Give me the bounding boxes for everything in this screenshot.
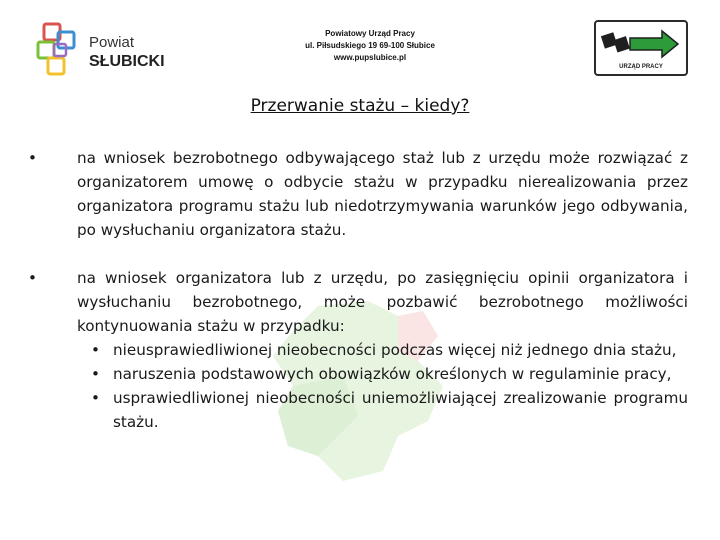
bullet-text: na wniosek bezrobotnego odbywającego staż lub z urzędu może rozwiązać z organizatorem umowę o odbycie stażu w przypadku nierealizowania przez organizatora programu stażu lub niedotrzymywania warunków jego odbywania, po wysłuchaniu organizatora stażu. — [77, 149, 688, 239]
bullet-text — [77, 266, 688, 434]
logo-text-line2: SŁUBICKI — [89, 53, 165, 70]
bullet-intro: na wniosek organizatora lub z urzędu, po zasięgnięciu opinii organizatora i wysłuchaniu bezrobotnego, może pozbawić bezrobotnego możliwości kontynuowania stażu w przypadku: — [77, 269, 688, 335]
office-name: Powiatowy Urząd Pracy — [325, 29, 415, 38]
sub-bullet-marker: • — [91, 365, 100, 383]
powiat-slubicki-logo — [34, 20, 174, 80]
logo-text-line1: Powiat — [89, 34, 135, 51]
sub-item-text: naruszenia podstawowych obowiązków określonych w regulaminie pracy, — [113, 365, 672, 383]
sub-item-3 — [91, 386, 688, 434]
sub-bullet-marker: • — [91, 389, 100, 407]
bullet-marker: • — [28, 269, 37, 287]
bullet-marker: • — [28, 149, 37, 167]
bullet-item-2 — [28, 266, 688, 434]
urzad-pracy-logo — [594, 20, 688, 76]
office-street: ul. Piłsudskiego 19 69-100 Słubice — [305, 41, 435, 50]
office-website: www.pupslubice.pl — [333, 53, 407, 62]
logo-squares-icon — [34, 20, 82, 80]
urzad-pracy-caption: URZĄD PRACY — [619, 64, 663, 70]
sub-item-1 — [91, 338, 688, 362]
office-address — [250, 28, 490, 64]
bullet-item-1 — [28, 146, 688, 242]
sub-item-text: usprawiedliwionej nieobecności uniemożliwiającej zrealizowanie programu stażu. — [113, 389, 688, 431]
sub-item-text: nieusprawiedliwionej nieobecności podczas więcej niż jednego dnia stażu, — [113, 341, 677, 359]
sub-bullet-marker: • — [91, 341, 100, 359]
page-title — [0, 96, 720, 116]
sub-item-2 — [91, 362, 688, 386]
page-title-text: Przerwanie stażu – kiedy? — [250, 96, 470, 116]
